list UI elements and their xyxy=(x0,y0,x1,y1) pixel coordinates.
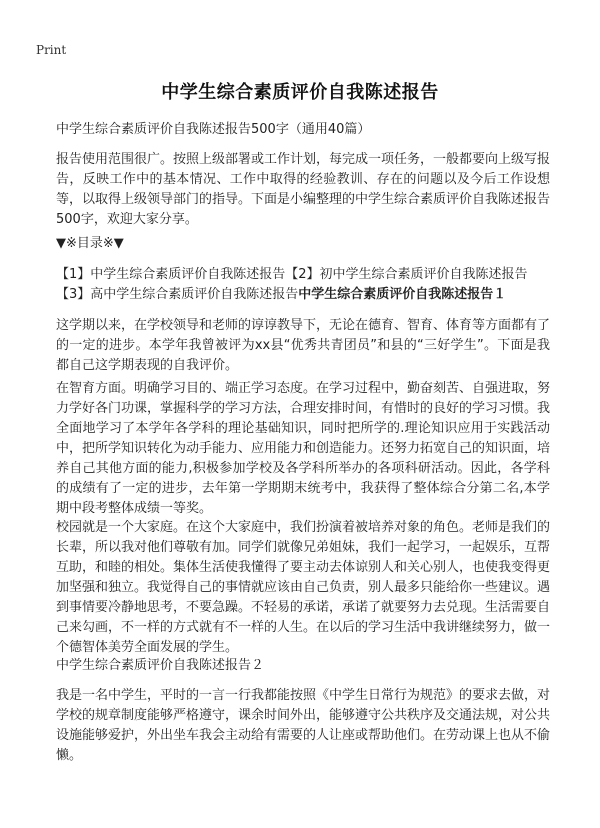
toc-heading: ▼※目录※▼ xyxy=(56,236,124,251)
paragraph-2: 在智育方面。明确学习目的、端正学习态度。在学习过程中，勤奋刻苦、自强进取，努力学好各门功课，掌握科学的学习方法，合理安排时间，有惜时的良好的学习习惯。我全面地学习了本学年各学科的理论基础知识，同时把所学的.理论知识应用于实践活动中，把所学知识转化为动手能力、应用能力和创造能力。还努力拓宽自己的知识面，培养自己其他方面的能力,积极参加学校及各学科所举办的各项科研活动。因此，各学科的成绩有了一定的进步，去年第一学期期末统考中，我获得了整体综合分第二名,本学期中段考整体成绩一等奖。 xyxy=(56,381,551,516)
toc-item-3[interactable]: 【3】高中学生综合素质评价自我陈述报告 xyxy=(56,287,299,302)
document-title: 中学生综合素质评价自我陈述报告 xyxy=(161,82,439,103)
toc-line-1 xyxy=(56,265,550,285)
intro-paragraph: 报告使用范围很广。按照上级部署或工作计划，每完成一项任务，一般都要向上级写报告，反映工作中的基本情况、工作中取得的经验教训、存在的问题以及今后工作设想等，以取得上级领导部门的指导。下面是小编整理的中学生综合素质评价自我陈述报告500字，欢迎大家分享。 xyxy=(56,152,551,227)
paragraph-1: 这学期以来，在学校领导和老师的谆谆教导下，无论在德育、智育、体育等方面都有了的一定的进步。本学年我曾被评为xx县“优秀共青团员”和县的“三好学生”。下面是我都自己这学期表现的自我评价。 xyxy=(56,318,551,373)
paragraph-3: 校园就是一个大家庭。在这个大家庭中，我们扮演着被培养对象的角色。老师是我们的长辈，所以我对他们尊敬有加。同学们就像兄弟姐妹，我们一起学习，一起娱乐，互帮互助，和睦的相处。集体生活使我懂得了要主动去体谅别人和关心别人，也使我变得更加坚强和独立。我觉得自己的事情就应该由自己负责，别人最多只能给你一些建议。遇到事情要冷静地思考，不要急躁。不轻易的承诺，承诺了就要努力去兑现。生活需要自己来勾画，不一样的方式就有不一样的人生。在以后的学习生活中我讲继续努力，做一个德智体美劳全面发展的学生。 xyxy=(56,520,551,655)
section-2-heading: 中学生综合素质评价自我陈述报告２ xyxy=(56,658,265,673)
print-link[interactable]: Print xyxy=(36,43,67,57)
section-1-heading: 中学生综合素质评价自我陈述报告１ xyxy=(298,287,507,302)
table-of-contents xyxy=(56,265,550,305)
toc-item-1[interactable]: 【1】中学生综合素质评价自我陈述报告 xyxy=(56,267,286,282)
document-subtitle: 中学生综合素质评价自我陈述报告500字（通用40篇） xyxy=(56,122,371,137)
toc-item-2[interactable]: 【2】初中学生综合素质评价自我陈述报告 xyxy=(285,267,528,282)
paragraph-4: 我是一名中学生，平时的一言一行我都能按照《中学生日常行为规范》的要求去做，对学校的规章制度能够严格遵守，课余时间外出，能够遵守公共秩序及交通法规，对公共设施能够爱护，外出坐车我会主动给有需要的人让座或帮助他们。在劳动课上也从不偷懒。 xyxy=(56,688,551,763)
toc-line-2 xyxy=(56,285,550,305)
